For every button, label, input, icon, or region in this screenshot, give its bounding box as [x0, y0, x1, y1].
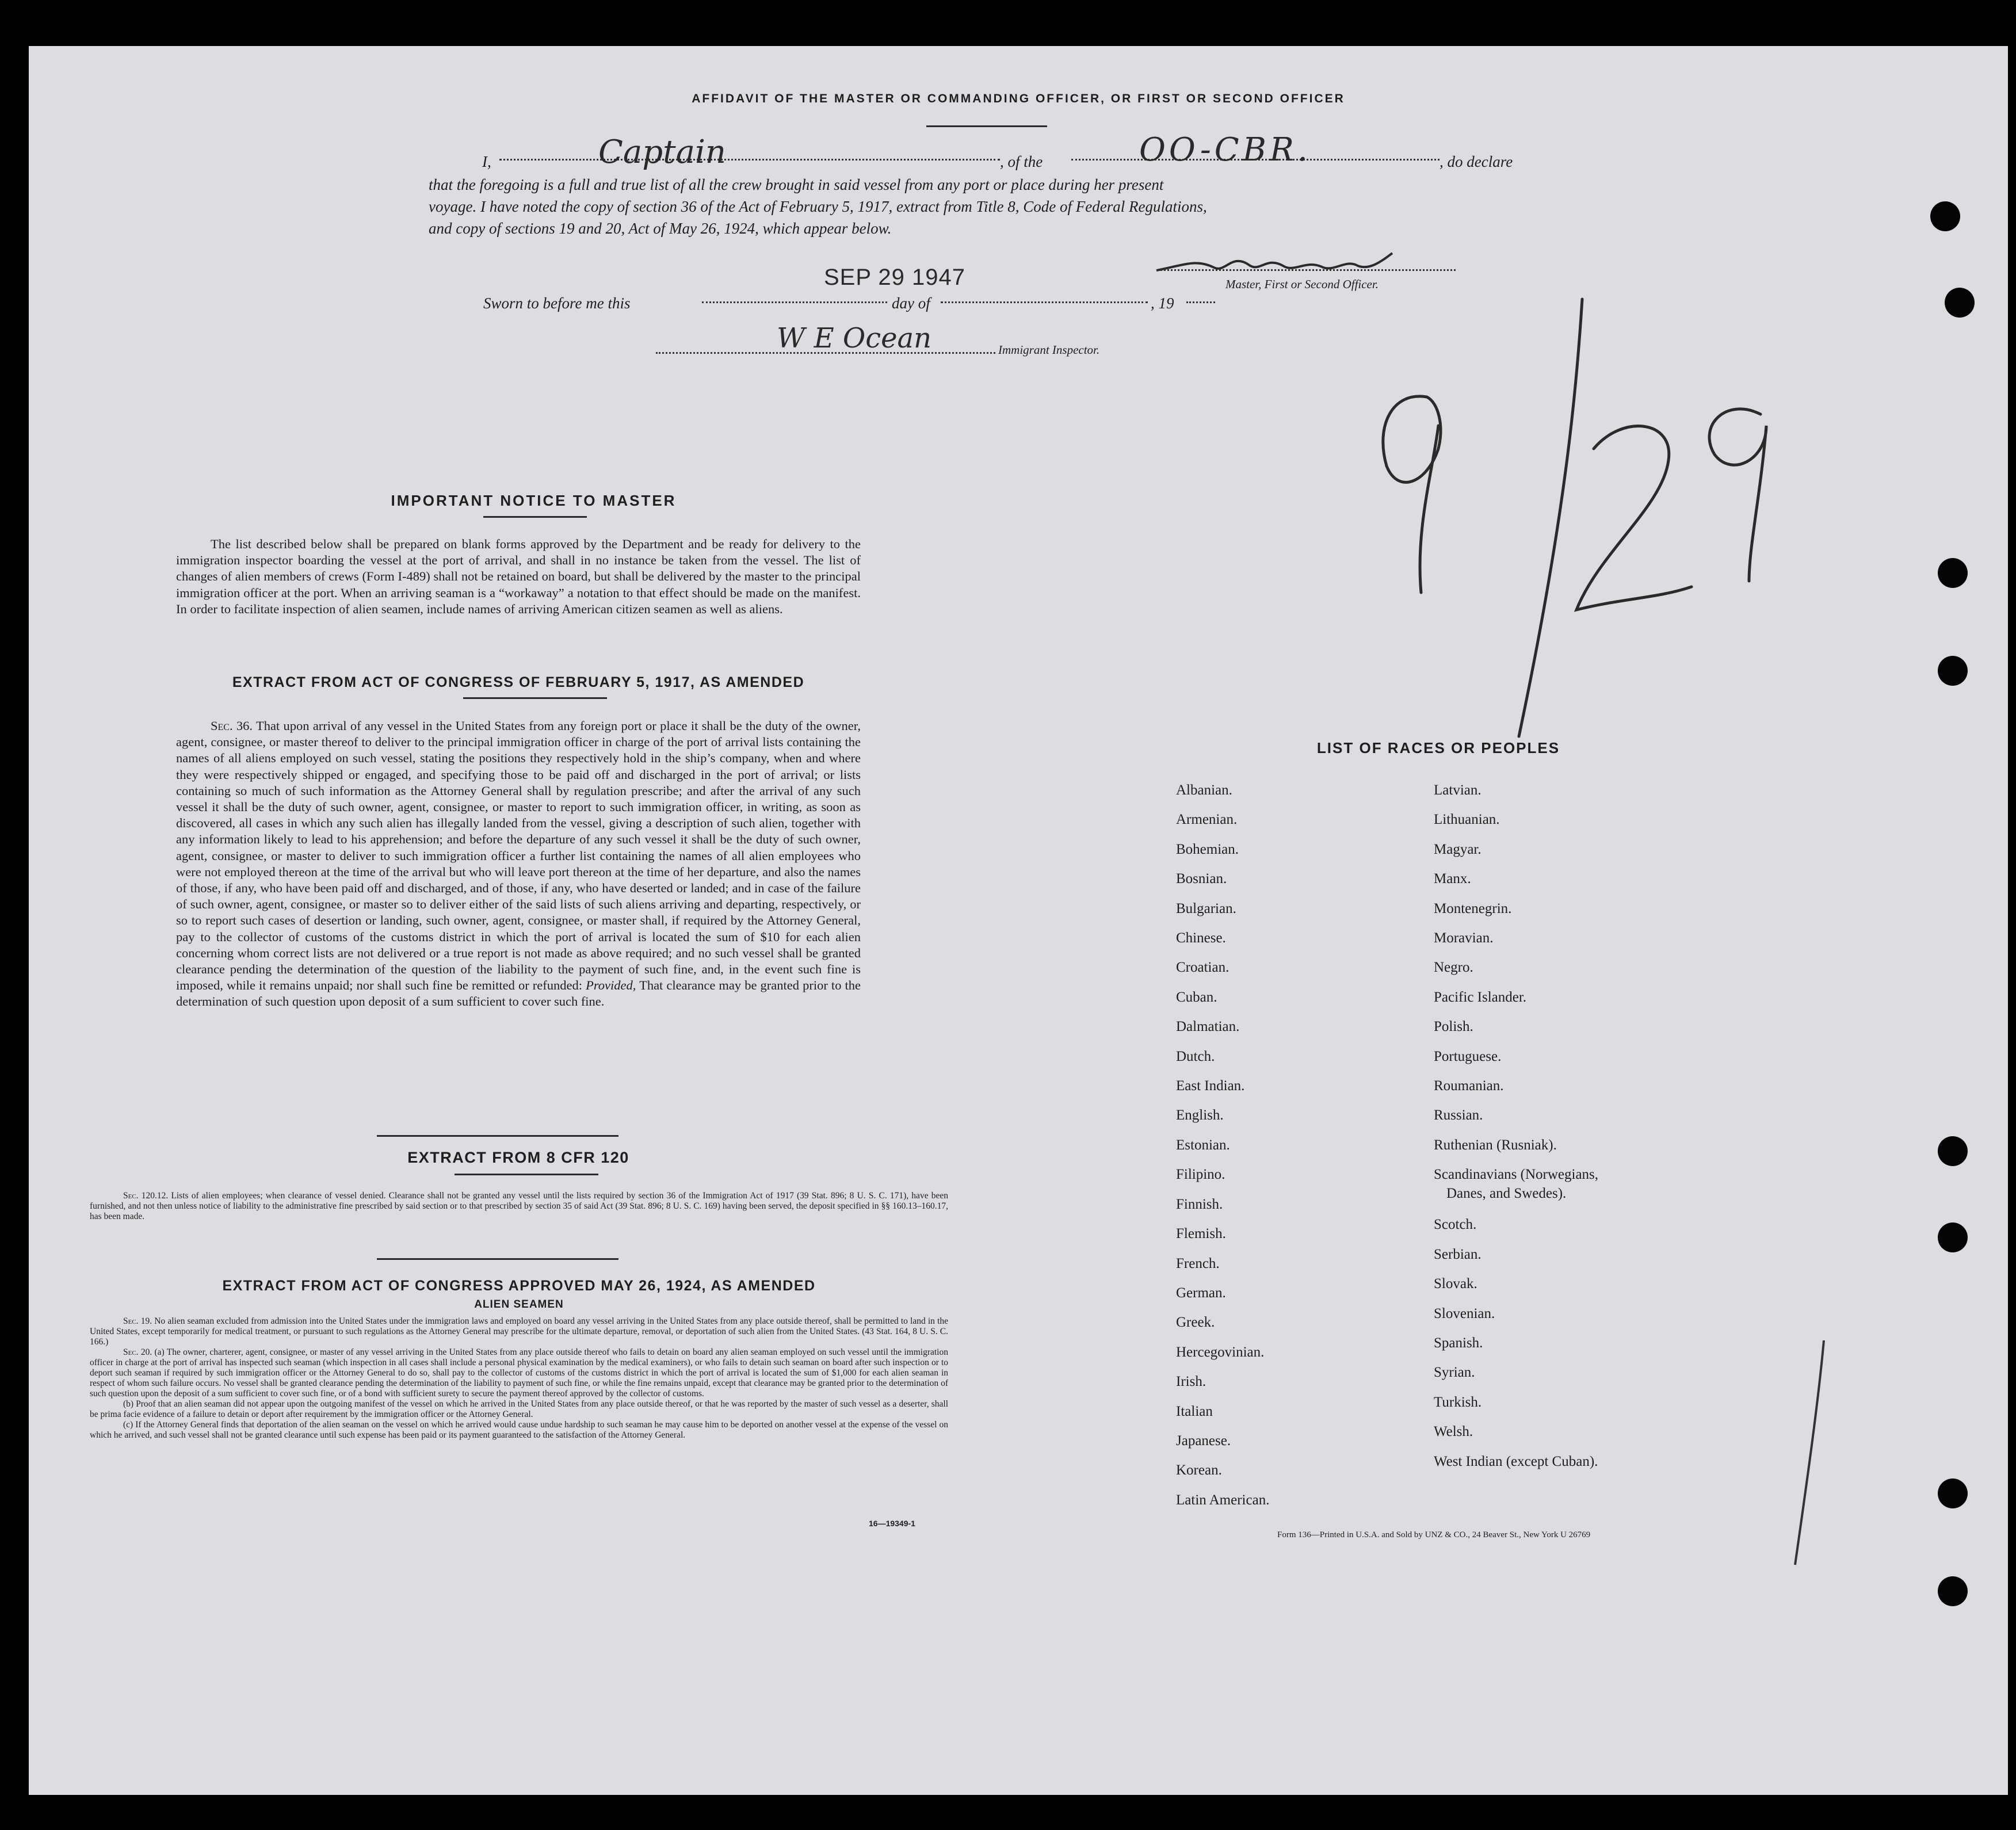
race-item: Latin American.	[1176, 1492, 1270, 1508]
punch-hole	[1938, 1222, 1968, 1252]
form-code: 16—19349-1	[869, 1519, 915, 1528]
race-item: East Indian.	[1176, 1078, 1245, 1094]
race-item: Scotch.	[1434, 1217, 1477, 1233]
sec-20c-paragraph: (c) If the Attorney General finds that deportation of the alien seaman on the vessel on which he arrived would cause undue hardship to such seaman he may cause him to be deported on another vessel at the expense of the vessel on which he arrived, and such vessel shall not be granted clearance until such expense has been paid or its payment guaranteed to the satisfaction of the Attorney General.	[90, 1420, 948, 1440]
punch-hole	[1938, 558, 1968, 588]
master-label: Master, First or Second Officer.	[1225, 277, 1379, 291]
race-item: Scandinavians (Norwegians,	[1434, 1167, 1599, 1183]
race-item: Armenian.	[1176, 812, 1238, 828]
race-item: Syrian.	[1434, 1365, 1475, 1381]
race-item: Slovenian.	[1434, 1305, 1495, 1321]
sec-36-text: That upon arrival of any vessel in the United States from any foreign port or place it shall be the duty of the owner, agent, consignee, or master thereof to deliver to the principal immigration officer in charge of the port of arrival lists containing the names of all aliens employed on such vessel, stating the positions they respectively hold in the ship’s company, when and where they were respectively shipped or engaged, and specifying those to be paid off and discharged in the port of arrival; or lists containing so much of such information as the Attorney General shall by regulation prescribe; and after the arrival of any such vessel it shall be the duty of such owner, agent, consignee, or master to report to such immigration officer, in writing, as soon as discovered, all cases in which any such alien has illegally landed from the vessel, giving a description of such alien, together with any information likely to lead to his apprehension; and before the departure of any such vessel it shall be the duty of such owner, agent, consignee, or master to deliver to such immigration officer a further list containing the names of all alien employees who were not employed thereon at the time of the arrival but who will leave port thereon at the time of her departure, and also the names of those, if any, who have been paid off and discharged, and of those, if any, who have deserted or landed; and in case of the failure of such owner, agent, consignee, or master so to deliver either of the said lists of such aliens arriving and departing, respectively, or so to report such cases of desertion or landing, such owner, agent, consignee, or master shall, if required by the Attorney General, pay to the collector of customs of the customs district in which the port of arrival is located the sum of $10 for each alien concerning whom correct lists are not delivered or a true report is not made as above required; and no such vessel shall be granted clearance pending the determination of the question of the liability to the payment of such fine, and, in the event such fine is imposed, while it remains unpaid; nor shall such fine be remitted or refunded:	[176, 719, 861, 993]
race-item: Slovak.	[1434, 1276, 1477, 1292]
inspector-signature: W E Ocean	[777, 322, 932, 354]
race-item: Filipino.	[1176, 1167, 1225, 1183]
race-item: Finnish.	[1176, 1196, 1223, 1212]
races-right-column	[1434, 775, 1598, 1476]
punch-hole	[1930, 201, 1960, 231]
day-of-label: day of	[892, 295, 930, 312]
sec-20-label: Sec. 20.	[123, 1347, 152, 1357]
captain-handwriting: Captain	[598, 133, 726, 171]
captain-field-line	[499, 159, 1000, 161]
extract-1924-top-rule	[377, 1258, 618, 1260]
cfr-sec-label: Sec. 120.12.	[123, 1191, 169, 1201]
race-item: Flemish.	[1176, 1226, 1226, 1242]
provided-label: Provided,	[586, 978, 636, 993]
affidavit-line-3: voyage. I have noted the copy of section 36 of the Act of February 5, 1917, extract from Title 8, Code of Federal Regulations,	[429, 198, 1207, 215]
race-item: Ruthenian (Rusniak).	[1434, 1137, 1557, 1153]
sec-19-text: No alien seaman excluded from admission into the United States under the immigration laws and employed on board any vessel arriving in the United States from any place outside thereof, shall be permitted to land in the United States, except temporarily for medical treatment, or pursuant to such regulations as the Attorney General may prescribe for the ultimate departure, removal, or deportation of such alien from the United States. (43 Stat. 164, 8 U. S. C. 166.)	[90, 1316, 949, 1347]
date-stamp: SEP 29 1947	[824, 265, 966, 290]
form-printing-note: Form 136—Printed in U.S.A. and Sold by UNZ & CO., 24 Beaver St., New York U 26769	[1277, 1530, 1591, 1539]
do-declare-label: , do declare	[1440, 153, 1513, 170]
sworn-year-line	[1186, 301, 1215, 303]
race-item: Roumanian.	[1434, 1078, 1504, 1094]
race-item: Japanese.	[1176, 1432, 1231, 1449]
race-item: Moravian.	[1434, 930, 1494, 946]
race-item: Croatian.	[1176, 960, 1230, 976]
of-the-label: , of the	[1000, 153, 1043, 170]
pencil-stroke	[1789, 1335, 1835, 1576]
race-item: Bulgarian.	[1176, 900, 1236, 916]
race-item: Bohemian.	[1176, 841, 1239, 857]
sec-19-paragraph	[90, 1316, 948, 1347]
title-rule	[926, 125, 1047, 127]
punch-hole	[1938, 656, 1968, 686]
sworn-month-line	[941, 301, 1148, 303]
race-item: Welsh.	[1434, 1424, 1473, 1440]
extract-1917-body	[176, 718, 861, 1010]
notice-rule	[483, 516, 587, 518]
extract-1917-heading: EXTRACT FROM ACT OF CONGRESS OF FEBRUARY 5, 1917, AS AMENDED	[232, 674, 805, 690]
cfr-heading: EXTRACT FROM 8 CFR 120	[407, 1149, 629, 1166]
race-item: Latvian.	[1434, 782, 1482, 798]
affidavit-title: AFFIDAVIT OF THE MASTER OR COMMANDING OFFICER, OR FIRST OR SECOND OFFICER	[692, 92, 1345, 105]
race-item: Spanish.	[1434, 1335, 1483, 1351]
sec-36-label: Sec. 36.	[211, 719, 253, 733]
race-item: Greek.	[1176, 1315, 1215, 1331]
race-item: Turkish.	[1434, 1394, 1482, 1410]
affidavit-line-4: and copy of sections 19 and 20, Act of May 26, 1924, which appear below.	[429, 220, 892, 237]
race-item: Dutch.	[1176, 1048, 1215, 1064]
margin-note-text: 9/29	[1323, 276, 1324, 277]
race-item: Montenegrin.	[1434, 900, 1512, 916]
cfr-body	[90, 1191, 948, 1222]
inspector-label: Immigrant Inspector.	[998, 343, 1100, 357]
punch-hole	[1945, 288, 1975, 318]
race-item: Cuban.	[1176, 989, 1217, 1005]
vessel-handwriting: OO-CBR.	[1139, 131, 1311, 169]
sec-19-label: Sec. 19.	[123, 1316, 152, 1326]
cfr-rule	[455, 1174, 598, 1175]
master-signature-line	[1156, 269, 1456, 271]
punch-hole	[1938, 1478, 1968, 1508]
notice-heading: IMPORTANT NOTICE TO MASTER	[391, 492, 677, 509]
alien-seamen-subheading: ALIEN SEAMEN	[474, 1298, 564, 1311]
race-item: Manx.	[1434, 871, 1471, 887]
race-item: English.	[1176, 1107, 1224, 1124]
race-item: Hercegovinian.	[1176, 1344, 1265, 1360]
sec-20b-paragraph: (b) Proof that an alien seaman did not appear upon the outgoing manifest of the vessel on which he arrived in the United States from any place outside thereof, or that he was reported by the master of such vessel as a deserter, shall be prima facie evidence of a failure to detain or deport after requirement by the immigration officer or the Attorney General.	[90, 1399, 948, 1419]
sec-20a-paragraph	[90, 1347, 948, 1399]
race-item: Dalmatian.	[1176, 1019, 1240, 1035]
cfr-top-rule	[377, 1135, 618, 1137]
race-item: Lithuanian.	[1434, 812, 1500, 828]
cfr-sec-text: Lists of alien employees; when clearance of vessel denied. Clearance shall not be granted any vessel until the lists required by section 36 of the Immigration Act of 1917 (39 Stat. 896; 8 U. S. C. 171), have been furnished, and not then unless notice of liability to the administrative fine prescribed by said section or to that prescribed by section 35 of said Act (39 Stat. 896; 8 U. S. C. 169) having been served, the deposit specified in §§ 160.13–160.17, has been made.	[90, 1191, 948, 1221]
race-item: Italian	[1176, 1403, 1213, 1419]
margin-note-9-29	[1323, 276, 1784, 748]
race-item: Bosnian.	[1176, 871, 1227, 887]
sworn-label: Sworn to before me this	[483, 295, 631, 312]
race-item: Chinese.	[1176, 930, 1226, 946]
race-item: Magyar.	[1434, 841, 1482, 857]
race-item: Albanian.	[1176, 782, 1232, 798]
race-item: Serbian.	[1434, 1246, 1482, 1262]
sec-20a-text: (a) The owner, charterer, agent, consignee, or master of any vessel arriving in the United States from any place outside thereof who fails to detain on board any alien seaman employed on such vessel until the immigration officer in charge at the port of arrival has inspected such seaman (which inspection in all cases shall include a personal physical examination by the medical examiners), or who fails to detain such seaman on board after such inspection or to deport such seaman if required by such immigration officer or the Attorney General to do so, shall pay to the collector of customs of the customs district in which the port of arrival is located the sum of $1,000 for each alien seaman in respect of whom such failure occurs. No vessel shall be granted clearance pending the determination of the liability to payment of such fine, or while the fine remains unpaid, except that clearance may be granted prior to the determination of such question upon the deposit of a sum sufficient to cover such fine, or of a bond with sufficient surety to secure the payment thereof approved by the collector of customs.	[90, 1347, 948, 1399]
race-item: Danes, and Swedes).	[1446, 1186, 1567, 1202]
races-left-column	[1176, 775, 1269, 1515]
extract-1917-rule	[463, 697, 607, 699]
sec-36-text-end: That clearance may be granted prior to the determination of such question upon deposit of a sum sufficient to cover such fine.	[176, 978, 861, 1009]
race-item: Irish.	[1176, 1374, 1206, 1390]
punch-hole	[1938, 1136, 1968, 1166]
affidavit-line-2: that the foregoing is a full and true list of all the crew brought in said vessel from any port or place during her present	[429, 176, 1164, 193]
race-item: Negro.	[1434, 960, 1473, 976]
race-item: Portuguese.	[1434, 1048, 1502, 1064]
i-label: I,	[482, 153, 491, 170]
punch-hole	[1938, 1576, 1968, 1606]
race-item: Korean.	[1176, 1462, 1222, 1478]
extract-1924-heading: EXTRACT FROM ACT OF CONGRESS APPROVED MAY 26, 1924, AS AMENDED	[222, 1278, 816, 1294]
document-page	[29, 46, 2008, 1795]
race-item: Polish.	[1434, 1019, 1473, 1035]
races-heading: LIST OF RACES OR PEOPLES	[1316, 739, 1560, 757]
race-item: French.	[1176, 1255, 1220, 1271]
extract-1924-body	[90, 1316, 948, 1441]
notice-body: The list described below shall be prepared on blank forms approved by the Department and be ready for delivery to the immigration inspector boarding the vessel at the port of arrival, and shall in no instance be taken from the vessel. The list of changes of alien members of crews (Form I-489) shall not be retained on board, but shall be delivered by the master to the principal immigration officer at the port. When an arriving seaman is a “workaway” a notation to that effect should be made on the manifest. In order to facilitate inspection of alien seamen, include names of arriving American citizen seamen as well as aliens.	[176, 537, 861, 616]
race-item: Estonian.	[1176, 1137, 1230, 1153]
race-item: West Indian (except Cuban).	[1434, 1453, 1598, 1469]
sworn-day-line	[702, 301, 887, 303]
race-item: Russian.	[1434, 1107, 1483, 1124]
year-label: , 19	[1151, 295, 1174, 312]
race-item: Pacific Islander.	[1434, 989, 1527, 1005]
race-item: German.	[1176, 1285, 1226, 1301]
